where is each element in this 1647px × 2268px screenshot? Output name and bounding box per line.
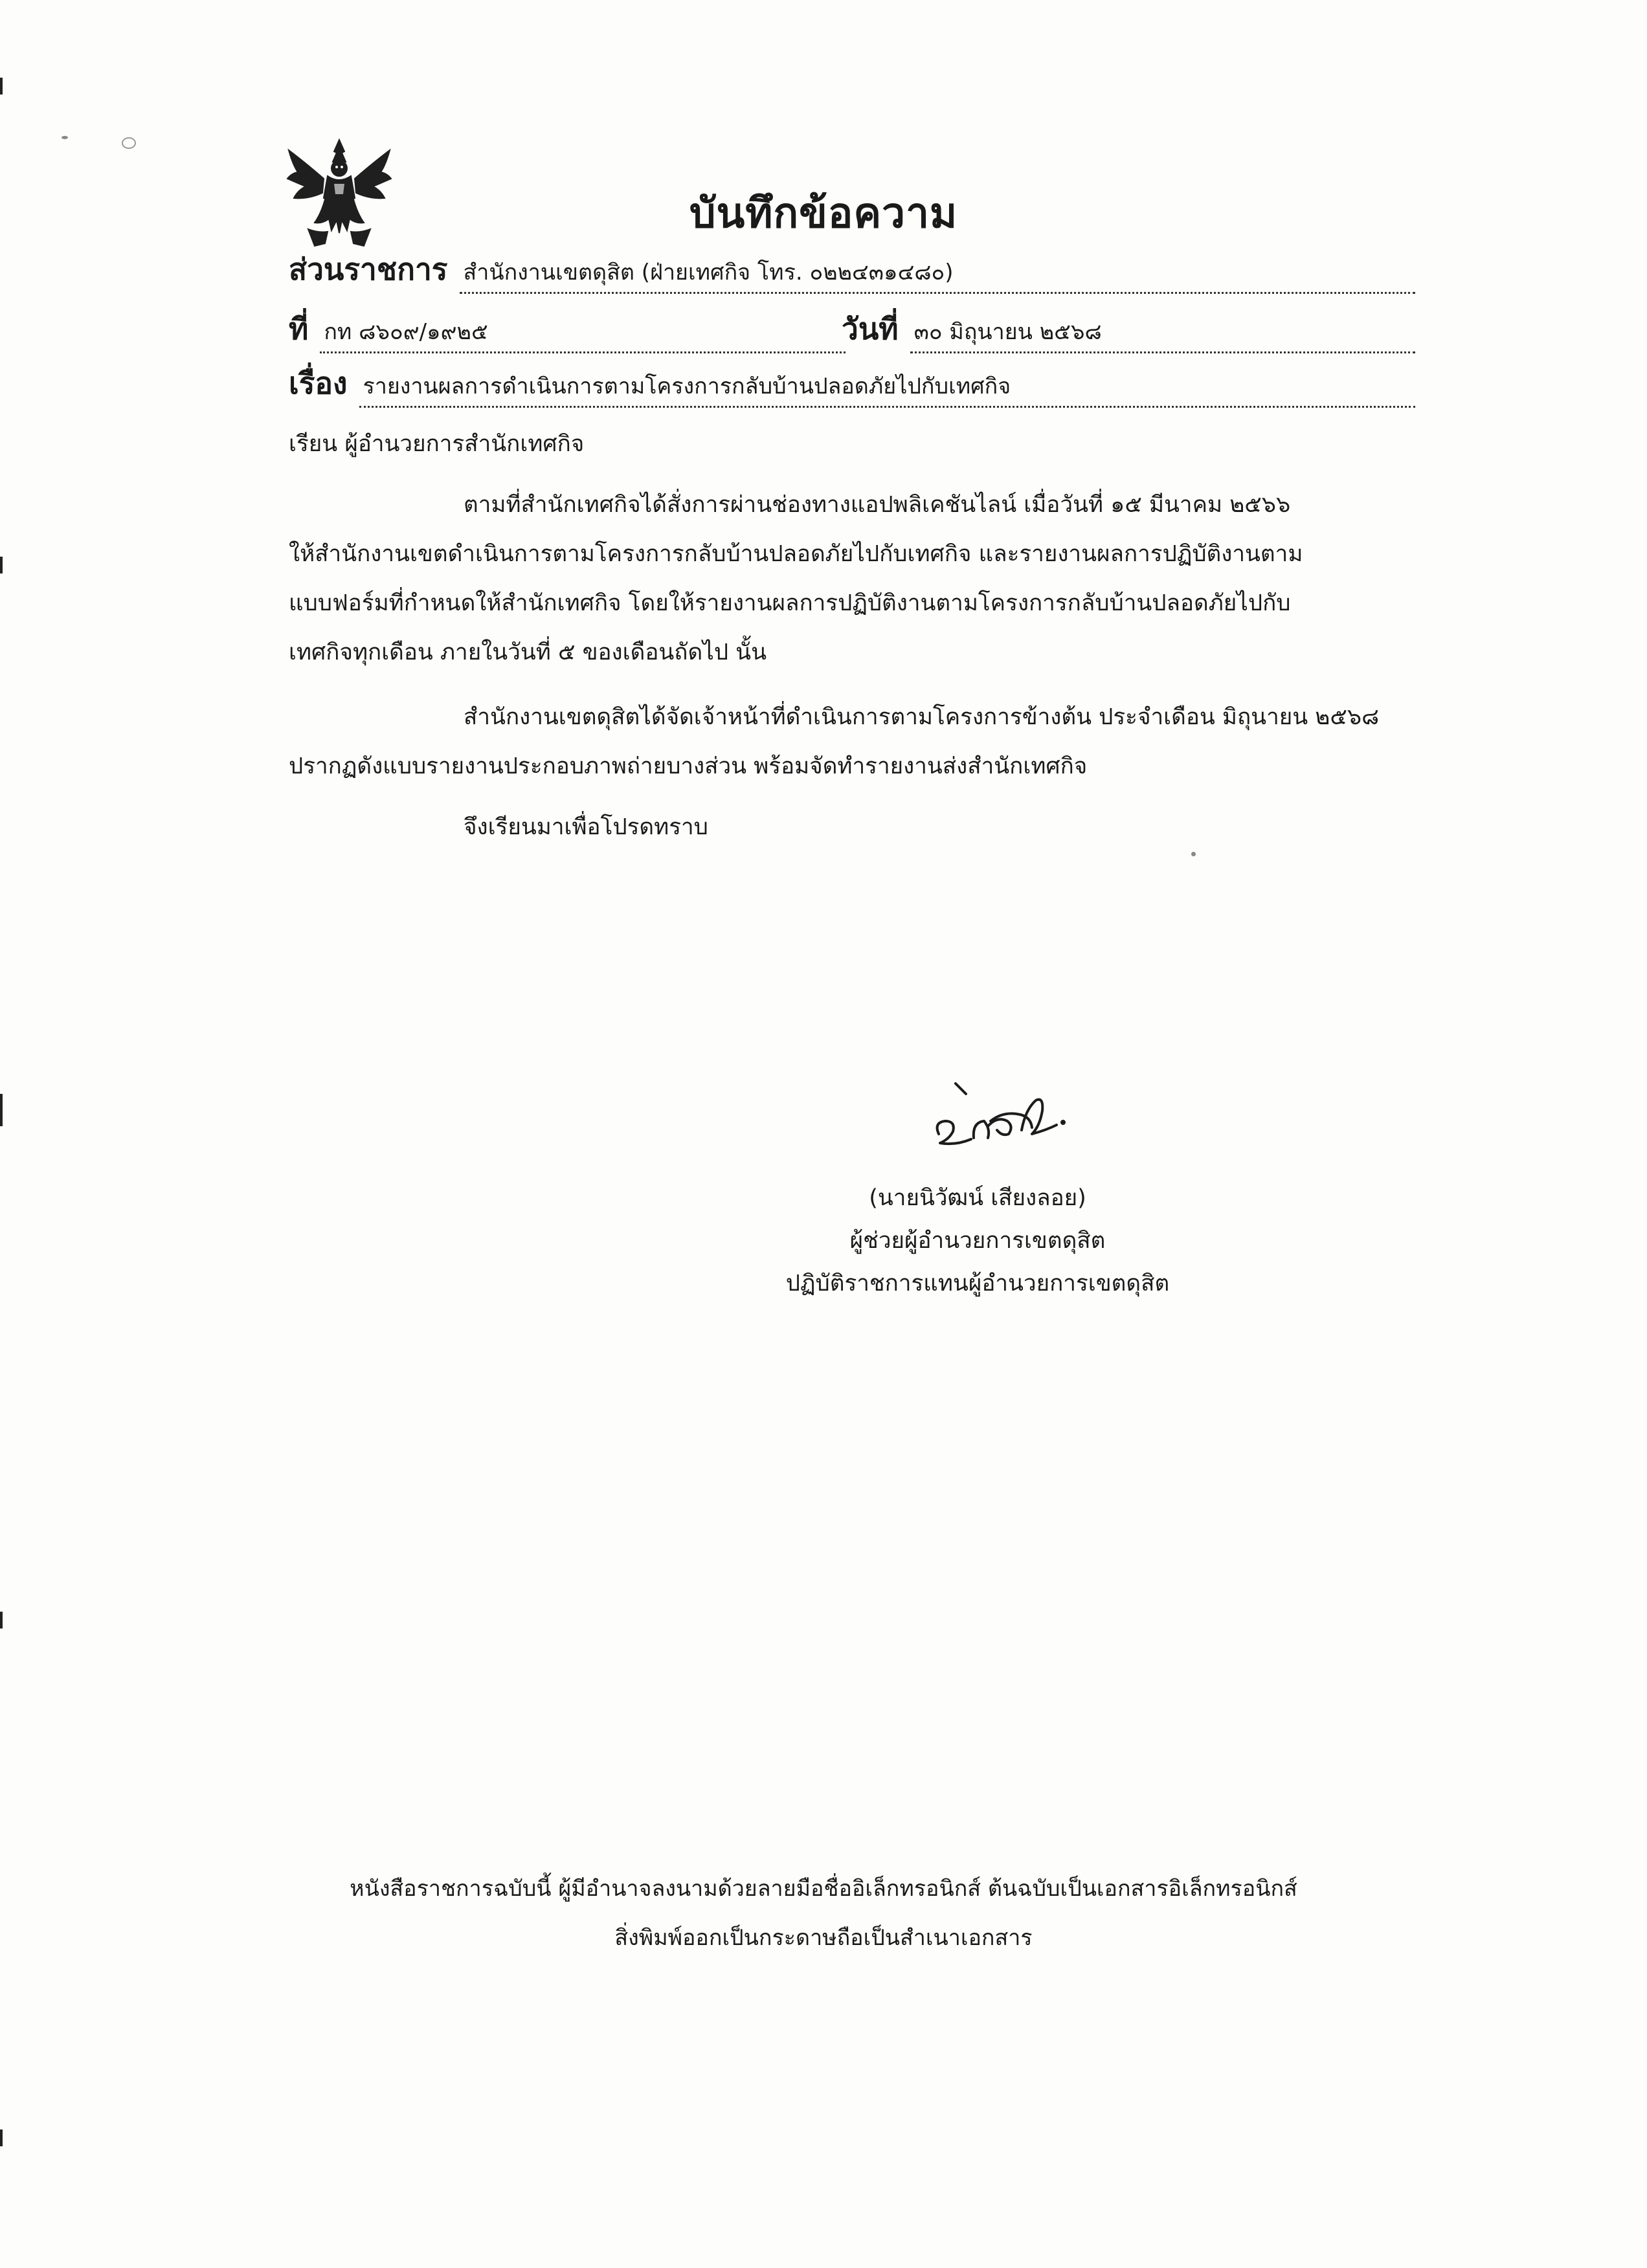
paragraph-1-line-1: ตามที่สำนักเทศกิจได้สั่งการผ่านช่องทางแอปพลิเคชันไลน์ เมื่อวันที่ ๑๕ มีนาคม ๒๕๖๖	[464, 492, 1291, 518]
date-value: ๓๐ มิถุนายน ๒๕๖๘	[910, 314, 1415, 353]
scan-edge-mark	[0, 1094, 3, 1126]
scan-speck	[62, 136, 68, 139]
agency-row	[289, 246, 1415, 294]
footer-notice-line-2: สิ่งพิมพ์ออกเป็นกระดาษถือเป็นสำเนาเอกสาร	[614, 1925, 1033, 1951]
paragraph-1-line-3: แบบฟอร์มที่กำหนดให้สำนักเทศกิจ โดยให้รายงานผลการปฏิบัติงานตามโครงการกลับบ้านปลอดภัยไปกับ	[289, 590, 1291, 616]
handwritten-signature	[893, 1074, 1101, 1159]
paragraph-1-line-4: เทศกิจทุกเดือน ภายในวันที่ ๕ ของเดือนถัดไป นั้น	[289, 639, 767, 665]
subject-value: รายงานผลการดำเนินการตามโครงการกลับบ้านปลอดภัยไปกับเทศกิจ	[359, 368, 1415, 408]
salutation: เรียน ผู้อำนวยการสำนักเทศกิจ	[289, 431, 585, 457]
signature-block	[725, 1177, 1230, 1305]
number-value: กท ๘๖๐๙/๑๙๒๕	[320, 314, 846, 353]
subject-row	[289, 360, 1415, 408]
scan-speck	[1191, 852, 1196, 856]
agency-label: ส่วนราชการ	[289, 252, 448, 287]
date-label: วันที่	[842, 311, 899, 346]
scan-edge-mark	[0, 1612, 3, 1629]
signer-name: (นายนิวัฒน์ เสียงลอย)	[869, 1185, 1086, 1211]
agency-value: สำนักงานเขตดุสิต (ฝ่ายเทศกิจ โทร. ๐๒๒๔๓๑๔๘๐)	[460, 254, 1416, 294]
scan-edge-mark	[0, 2129, 3, 2146]
signer-acting-title: ปฏิบัติราชการแทนผู้อำนวยการเขตดุสิต	[785, 1271, 1170, 1296]
scan-edge-mark	[0, 78, 3, 94]
closing-line: จึงเรียนมาเพื่อโปรดทราบ	[464, 814, 708, 840]
number-row	[289, 306, 846, 353]
signer-position: ผู้ช่วยผู้อำนวยการเขตดุสิต	[849, 1228, 1106, 1254]
scan-edge-mark	[0, 557, 3, 573]
paragraph-1-line-2: ให้สำนักงานเขตดำเนินการตามโครงการกลับบ้านปลอดภัยไปกับเทศกิจ และรายงานผลการปฏิบัติงานตาม	[289, 541, 1303, 567]
paragraph-2-line-2: ปรากฏดังแบบรายงานประกอบภาพถ่ายบางส่วน พร้อมจัดทำรายงานส่งสำนักเทศกิจ	[289, 753, 1088, 779]
subject-label: เรื่อง	[289, 366, 348, 401]
date-row	[842, 306, 1415, 353]
paragraph-2-line-1: สำนักงานเขตดุสิตได้จัดเจ้าหน้าที่ดำเนินการตามโครงการข้างต้น ประจำเดือน มิถุนายน ๒๕๖๘	[464, 704, 1380, 730]
scan-speck	[122, 137, 136, 149]
document-title: บันทึกข้อความ	[689, 190, 958, 238]
number-label: ที่	[289, 311, 309, 346]
footer-notice-line-1: หนังสือราชการฉบับนี้ ผู้มีอำนาจลงนามด้วยลายมือชื่ออิเล็กทรอนิกส์ ต้นฉบับเป็นเอกสารอิเล็กทรอนิกส์	[350, 1876, 1297, 1902]
